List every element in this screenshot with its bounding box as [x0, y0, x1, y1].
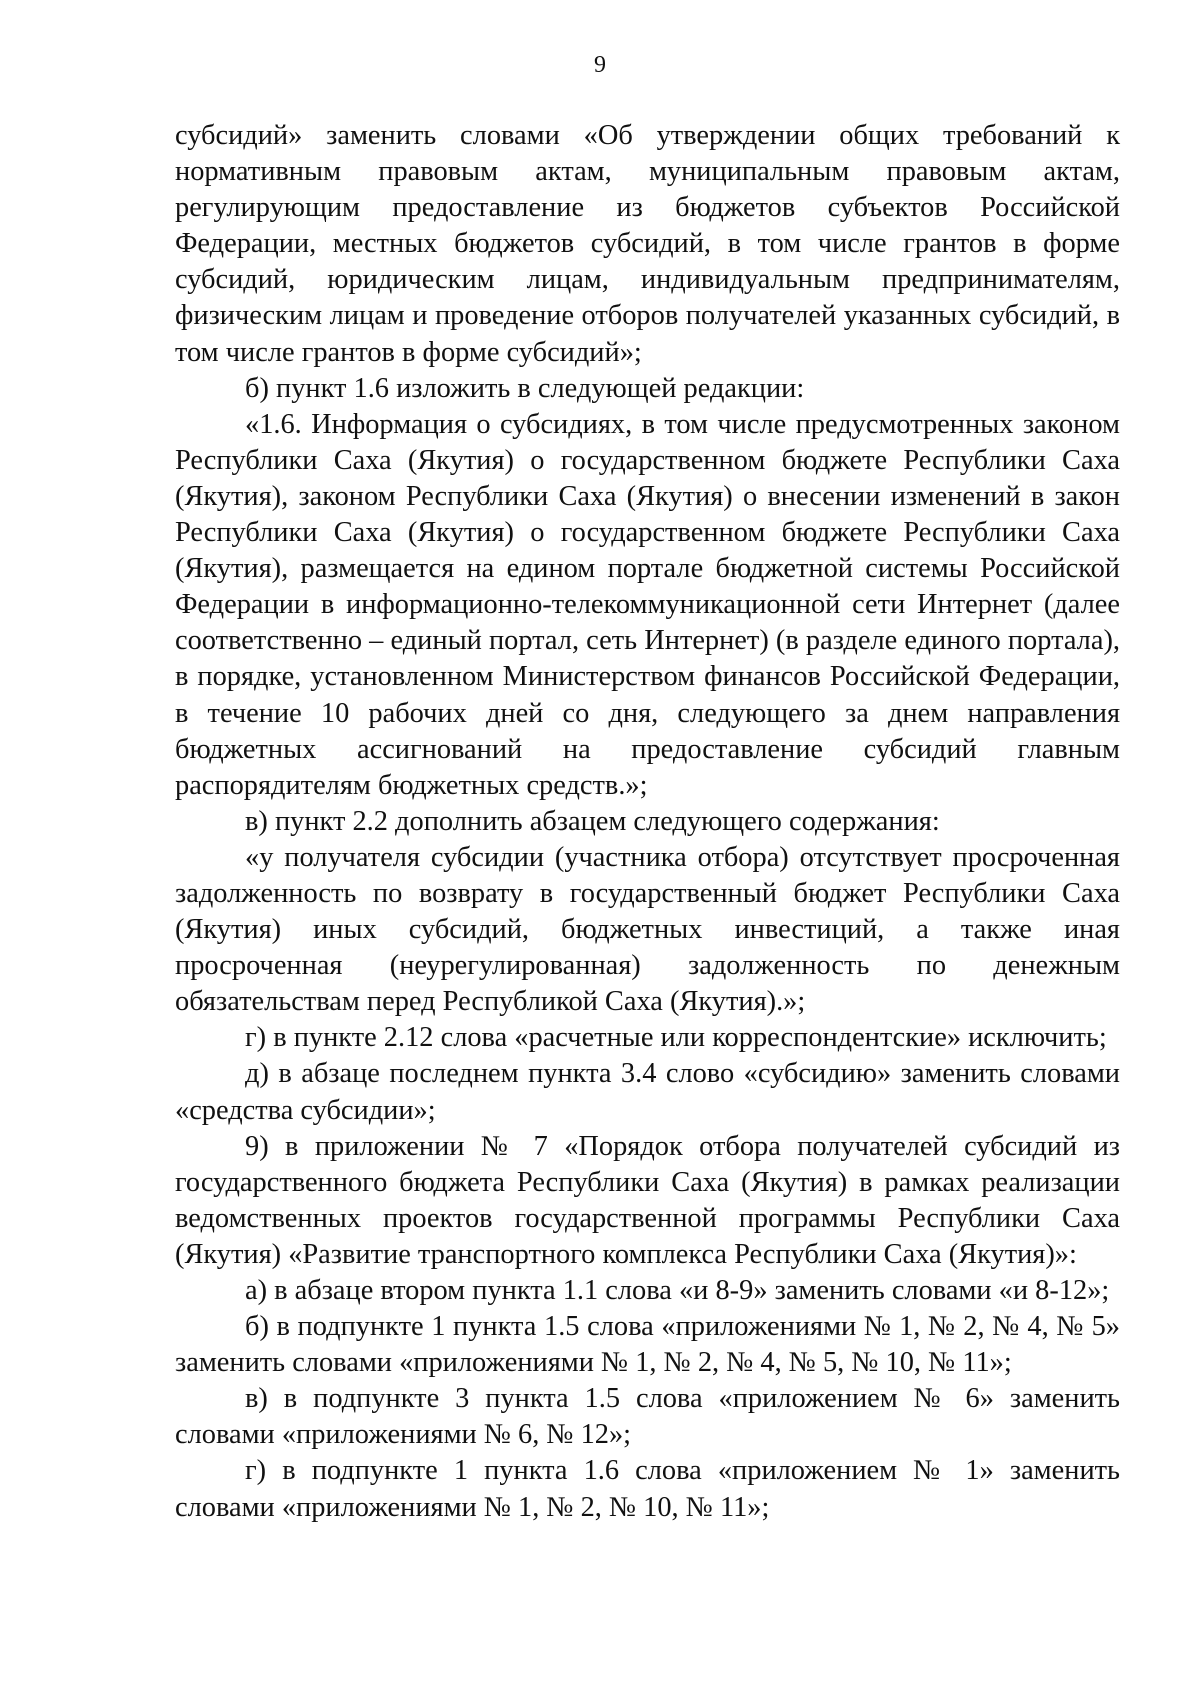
paragraph-2: б) пункт 1.6 изложить в следующей редакции:	[245, 372, 805, 404]
paragraph-5: «у получателя субсидии (участника отбора) отсутствует просроченная задолженность по возврату в государственный бюджет Республики Саха (Якутия) иных субсидий, бюджетных инвестиций, а также иная просроченная (неурегулированная) задолженность по денежным обязательствам перед Республикой Саха (Якутия).»;	[175, 841, 1120, 1018]
paragraph-10: б) в подпункте 1 пункта 1.5 слова «приложениями № 1, № 2, № 4, № 5» заменить словами «приложениями № 1, № 2, № 4, № 5, № 10, № 11»;	[175, 1311, 1120, 1379]
paragraph-12: г) в подпункте 1 пункта 1.6 слова «приложением № 1» заменить словами «приложениями № 1, № 2, № 10, № 11»;	[175, 1455, 1120, 1523]
paragraph-11: в) в подпункте 3 пункта 1.5 слова «приложением № 6» заменить словами «приложениями № 6, № 12»;	[175, 1383, 1120, 1451]
paragraph-4: в) пункт 2.2 дополнить абзацем следующего содержания:	[245, 805, 940, 837]
paragraph-9: а) в абзаце втором пункта 1.1 слова «и 8-9» заменить словами «и 8-12»;	[245, 1275, 1110, 1306]
paragraph-7: д) в абзаце последнем пункта 3.4 слово «субсидию» заменить словами «средства субсидии»;	[175, 1058, 1120, 1126]
document-body	[175, 118, 1120, 1526]
paragraph-6: г) в пункте 2.12 слова «расчетные или корреспондентские» исключить;	[245, 1022, 1107, 1054]
paragraph-1: субсидий» заменить словами «Об утверждении общих требований к нормативным правовым актам, муниципальным правовым актам, регулирующим предоставление из бюджетов субъектов Российской Федерации, местных бюджетов субсидий, в том числе грантов в форме субсидий, юридическим лицам, индивидуальным предпринимателям, физическим лицам и проведение отборов получателей указанных субсидий, в том числе грантов в форме субсидий»;	[175, 120, 1120, 368]
paragraph-3: «1.6. Информация о субсидиях, в том числе предусмотренных законом Республики Саха (Якутия) о государственном бюджете Республики Саха (Якутия), законом Республики Саха (Якутия) о внесении изменений в закон Республики Саха (Якутия) о государственном бюджете Республики Саха (Якутия), размещается на едином портале бюджетной системы Российской Федерации в информационно-телекоммуникационной сети Интернет (далее соответственно – единый портал, сеть Интернет) (в разделе единого портала), в порядке, установленном Министерством финансов Российской Федерации, в течение 10 рабочих дней со дня, следующего за днем направления бюджетных ассигнований на предоставление субсидий главным распорядителям бюджетных средств.»;	[175, 408, 1120, 801]
paragraph-8: 9) в приложении № 7 «Порядок отбора получателей субсидий из государственного бюджета Республики Саха (Якутия) в рамках реализации ведомственных проектов государственной программы Республики Саха (Якутия) «Развитие транспортного комплекса Республики Саха (Якутия)»:	[175, 1130, 1120, 1270]
page-number: 9	[594, 52, 606, 78]
